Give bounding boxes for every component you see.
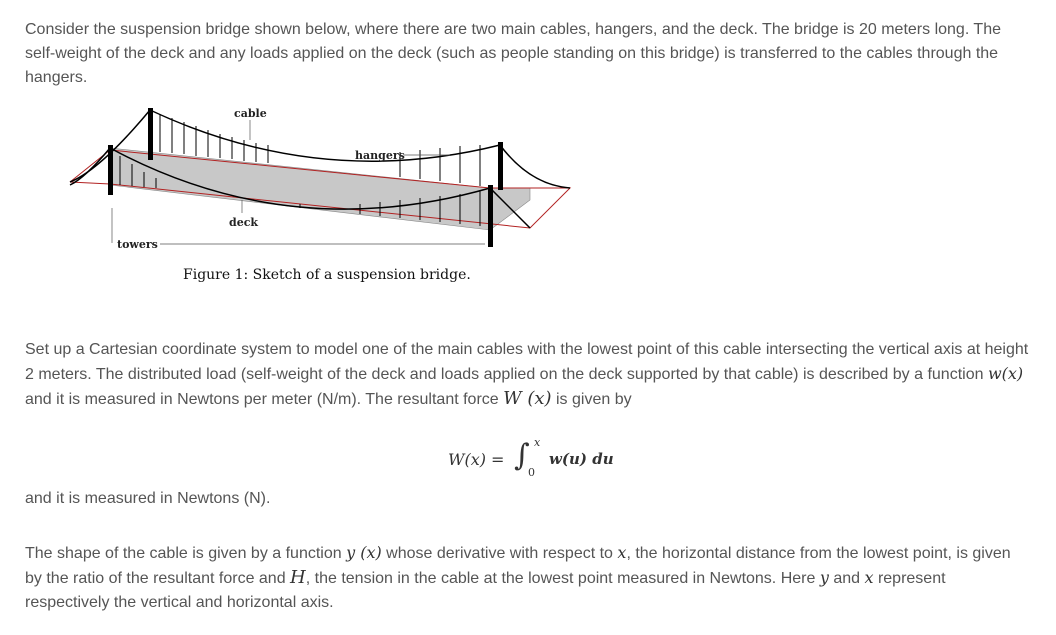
- label-towers: towers: [117, 238, 158, 251]
- math-w-of-x: w(x): [987, 364, 1024, 383]
- math-H: H: [290, 567, 306, 588]
- label-cable: cable: [234, 107, 267, 120]
- para2-part1: Set up a Cartesian coordinate system to model one of the main cables with the lowest point of this cable intersecting the vertical axis at height 2 meters. The distributed load (self-weight of the deck and loads applied on the deck supported by that cable) is described by a function: [25, 341, 1029, 383]
- coordinate-paragraph: [25, 338, 1030, 412]
- bridge-figure: [60, 100, 580, 260]
- tower-back-left: [148, 108, 153, 160]
- para4-part3: , the horizontal distance from the lowest point, is given by the ratio of the resultant force and: [25, 545, 1011, 587]
- tower-front-right: [488, 185, 493, 247]
- para4-part1: The shape of the cable is given by a function: [25, 545, 347, 562]
- equation-upper-limit: x: [534, 436, 541, 449]
- cable-shape-paragraph: [25, 541, 1030, 615]
- integral-sign: ∫: [514, 438, 530, 473]
- label-deck: deck: [229, 216, 259, 229]
- tower-front-left: [108, 145, 113, 195]
- para2-part3: is given by: [551, 391, 632, 408]
- math-W-of-x: W (x): [503, 388, 552, 409]
- math-x-2: x: [864, 568, 874, 587]
- math-x: x: [617, 543, 627, 562]
- para4-part5: and: [828, 570, 865, 587]
- units-paragraph: and it is measured in Newtons (N).: [25, 490, 271, 507]
- para4-part6: represent respectively the vertical and horizontal axis.: [25, 570, 946, 611]
- deck-surface: [110, 148, 530, 230]
- equation-integrand: w(u) du: [549, 450, 614, 468]
- para4-part4: , the tension in the cable at the lowest point measured in Newtons. Here: [305, 570, 820, 587]
- label-hangers: hangers: [355, 149, 405, 162]
- tower-back-right: [498, 142, 503, 190]
- equation-lower-limit: 0: [528, 466, 535, 479]
- para4-part2: whose derivative with respect to: [381, 545, 618, 562]
- math-y-of-x: y (x): [346, 543, 382, 562]
- figure-caption: Figure 1: Sketch of a suspension bridge.: [183, 267, 471, 283]
- equation-lhs: W(x) =: [448, 450, 505, 469]
- intro-paragraph: Consider the suspension bridge shown below, where there are two main cables, hangers, and the deck. The bridge is 20 meters long. The self-weight of the deck and any loads applied on the deck (such as people standing on this bridge) is transferred to the cables through the hangers.: [25, 21, 1001, 86]
- para2-part2: and it is measured in Newtons per meter (N/m). The resultant force: [25, 391, 504, 408]
- math-y: y: [819, 568, 829, 587]
